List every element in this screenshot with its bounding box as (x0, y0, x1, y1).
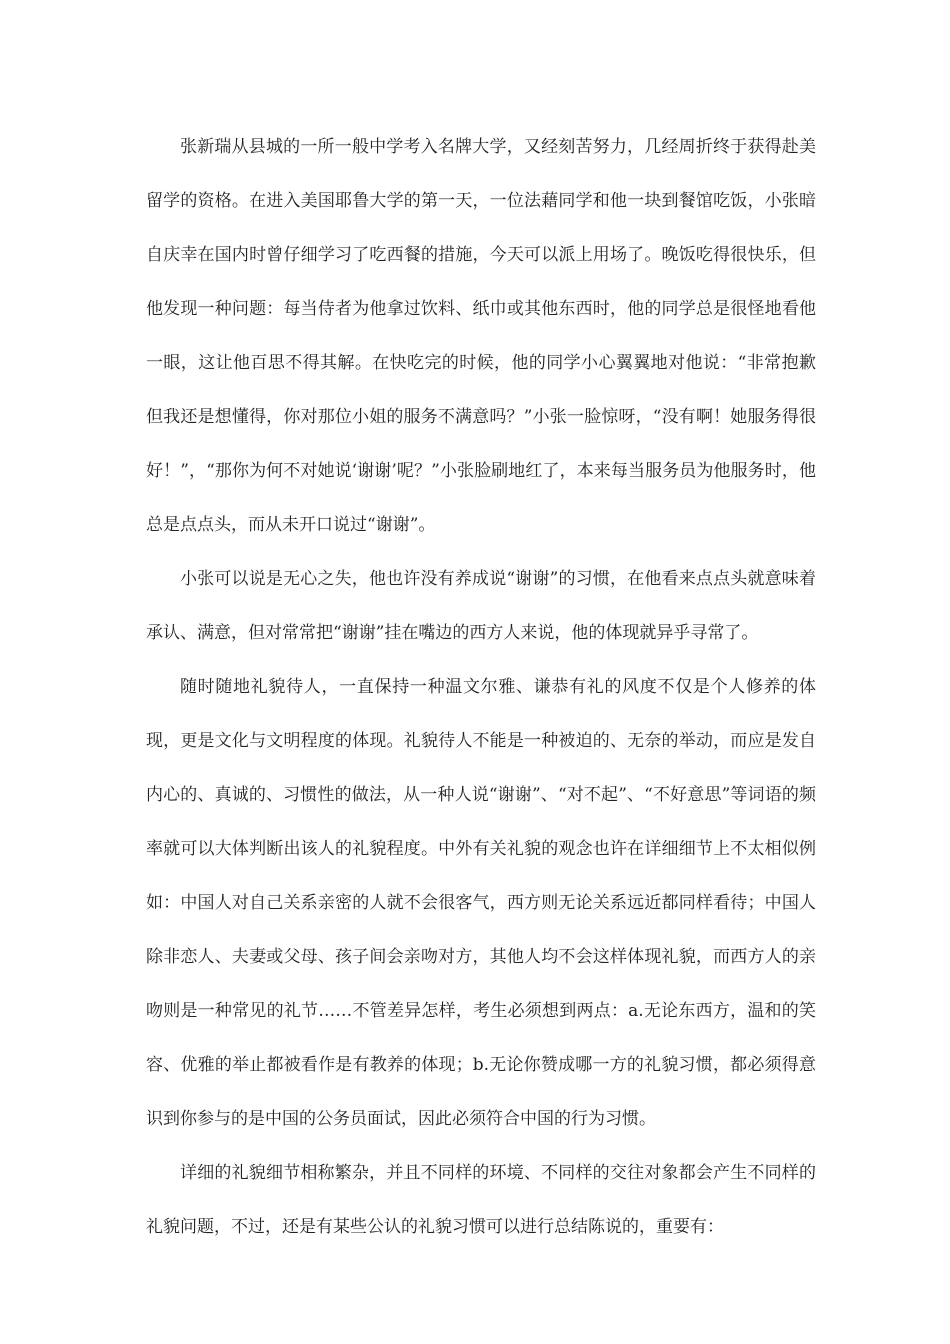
paragraph-story: 张新瑞从县城的一所一般中学考入名牌大学，又经刻苦努力，几经周折终于获得赴美留学的资格。在进入美国耶鲁大学的第一天，一位法藉同学和他一块到餐馆吃饭，小张暗自庆幸在国内时曾仔细学习了吃西餐的措施，今天可以派上用场了。晚饭吃得很快乐，但他发现一种问题：每当侍者为他拿过饮料、纸巾或其他东西时，他的同学总是很怪地看他一眼，这让他百思不得其解。在快吃完的时候，他的同学小心翼翼地对他说：“非常抱歉但我还是想懂得，你对那位小姐的服务不满意吗？”小张一脸惊呀，“没有啊！她服务得很好！”，“那你为何不对她说‘谢谢’呢？”小张脸刷地红了，本来每当服务员为他服务时，他总是点点头，而从未开口说过“谢谢”。 (146, 137, 816, 535)
paragraph-analysis: 小张可以说是无心之失，他也许没有养成说“谢谢”的习惯，在他看来点点头就意味着承认、满意，但对常常把“谢谢”挂在嘴边的西方人来说，他的体现就异乎寻常了。 (146, 569, 816, 643)
document-body (146, 120, 816, 1254)
paragraph-etiquette-culture: 随时随地礼貌待人，一直保持一种温文尔雅、谦恭有礼的风度不仅是个人修养的体现，更是文化与文明程度的体现。礼貌待人不能是一种被迫的、无奈的举动，而应是发自内心的、真诚的、习惯性的做法，从一种人说“谢谢”、“对不起”、“不好意思”等词语的频率就可以大体判断出该人的礼貌程度。中外有关礼貌的观念也许在详细细节上不太相似例如：中国人对自己关系亲密的人就不会很客气，西方则无论关系远近都同样看待；中国人除非恋人、夫妻或父母、孩子间会亲吻对方，其他人均不会这样体现礼貌，而西方人的亲吻则是一种常见的礼节……不管差异怎样，考生必须想到两点：a.无论东西方，温和的笑容、优雅的举止都被看作是有教养的体现；b.无论你赞成哪一方的礼貌习惯，都必须得意识到你参与的是中国的公务员面试，因此必须符合中国的行为习惯。 (146, 677, 816, 1129)
paragraph-summary: 详细的礼貌细节相称繁杂，并且不同样的环境、不同样的交往对象都会产生不同样的礼貌问题，不过，还是有某些公认的礼貌习惯可以进行总结陈说的，重要有： (146, 1163, 816, 1237)
